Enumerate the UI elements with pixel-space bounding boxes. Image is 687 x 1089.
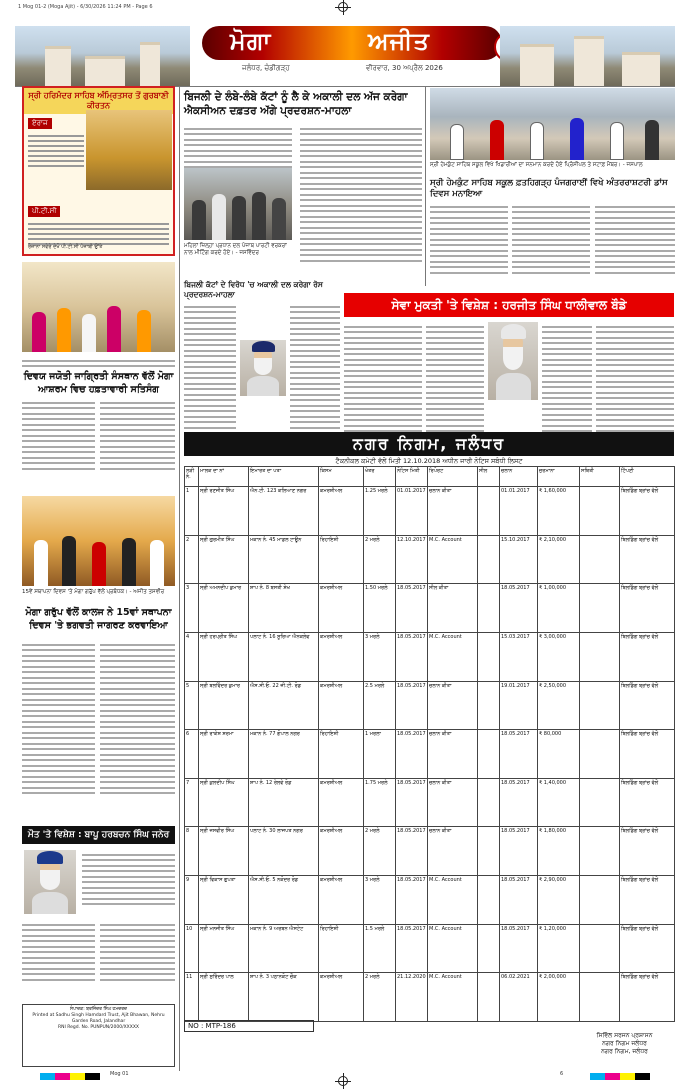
table-cell: ₹ 80,000	[538, 730, 580, 779]
table-cell: 2	[185, 535, 199, 584]
table-cell: ਸ਼ਾਪ ਨੰ. 8 ਬਸਤੀ ਸ਼ੇਖ	[249, 584, 319, 633]
table-cell	[478, 924, 500, 973]
table-cell: ਕਮਰਸ਼ੀਅਲ	[319, 778, 364, 827]
table-cell: M.C. Account	[428, 876, 478, 925]
lead-headline: ਬਿਜਲੀ ਦੇ ਲੰਬੇ-ਲੰਬੇ ਕੱਟਾਂ ਨੂੰ ਲੈ ਕੇ ਅਕਾਲੀ ਦਲ ਅੱਜ ਕਰੇਗਾ ਐਕਸੀਅਨ ਦਫ਼ਤਰ ਅੱਗੇ ਪ੍ਰਦਰਸ਼ਨ-ਮਾਹਲਾ	[184, 91, 408, 117]
table-cell: 18.05.2017	[396, 584, 428, 633]
table-cell: 3 ਮਰਲੇ	[364, 876, 396, 925]
school-story-photo	[430, 88, 675, 160]
footer-right-text: 6	[560, 1071, 564, 1077]
table-cell: 18.05.2017	[396, 827, 428, 876]
table-cell: 11	[185, 973, 199, 1022]
table-cell: ₹ 1,80,000	[538, 827, 580, 876]
table-cell	[580, 827, 620, 876]
table-cell	[478, 584, 500, 633]
masthead-photo-left	[15, 26, 190, 86]
table-cell: ਸ਼ਾਪ ਨੰ. 3 ਪਠਾਨਕੋਟ ਚੌਕ	[249, 973, 319, 1022]
mtp-number: NO : MTP-186	[184, 1020, 314, 1032]
table-cell: ਬਿਲਡਿੰਗ ਬ੍ਰਾਂਚ ਵੱਲੋਂ	[620, 973, 675, 1022]
table-cell: ਬਿਲਡਿੰਗ ਬ੍ਰਾਂਚ ਵੱਲੋਂ	[620, 876, 675, 925]
imprint-editor: ਸੰਪਾਦਕ: ਬਰਜਿੰਦਰ ਸਿੰਘ ਹਮਦਰਦ	[69, 1007, 128, 1012]
akali-text-2	[290, 302, 340, 432]
municipal-table-subtitle: ਟੈਕਨੀਕਲ ਕਮੇਟੀ ਵੱਲੋਂ ਮਿਤੀ 12.10.2018 ਅਧੀਨ ਜਾਰੀ ਨੋਟਿਸ ਸਬੰਧੀ ਲਿਸਟ	[335, 457, 523, 465]
moga-group-text-1	[22, 640, 95, 798]
school-story-text-3	[595, 202, 675, 277]
table-cell: ਪਲਾਟ ਨੰ. 16 ਸੂਰਿਆ ਐਨਕਲੇਵ	[249, 632, 319, 681]
table-cell: ਸ੍ਰੀ ਰਣਜੀਤ ਸਿੰਘ	[199, 487, 249, 536]
retirement-banner: ਸੇਵਾ ਮੁਕਤੀ 'ਤੇ ਵਿਸ਼ੇਸ਼ : ਹਰਜੀਤ ਸਿੰਘ ਧਾਲੀਵਾਲ ਬੌਡੇ	[344, 293, 674, 317]
table-cell: 18.05.2017	[500, 924, 538, 973]
table-cell: ਐਸ.ਸੀ.ਓ. 22 ਜੀ.ਟੀ. ਰੋਡ	[249, 681, 319, 730]
table-cell: ਚਲਾਨ ਕੀਤਾ	[428, 827, 478, 876]
municipal-notice-table	[184, 466, 675, 1022]
table-cell: ਪਲਾਟ ਨੰ. 30 ਲਾਜਪਤ ਨਗਰ	[249, 827, 319, 876]
table-cell	[580, 778, 620, 827]
signatory-line-1: ਸਿਵਿੱਲ ਸਰਜਨ ਪ੍ਰਸ਼ਾਸਨ	[596, 1032, 653, 1039]
table-cell: ਕਮਰਸ਼ੀਅਲ	[319, 632, 364, 681]
table-cell: 18.05.2017	[396, 681, 428, 730]
table-cell: ਕਮਰਸ਼ੀਅਲ	[319, 681, 364, 730]
table-cell: ਸ੍ਰੀ ਸੁਰਿੰਦਰ ਪਾਲ	[199, 973, 249, 1022]
table-header-cell: ਨੋਟਿਸ ਮਿਤੀ	[396, 467, 428, 487]
table-cell	[580, 487, 620, 536]
table-header-cell: ਕਿਸਮ	[319, 467, 364, 487]
table-row	[185, 924, 675, 973]
table-cell: 1.25 ਮਰਲੇ	[364, 487, 396, 536]
table-cell: ਸ੍ਰੀ ਕੁਲਦੀਪ ਸਿੰਘ	[199, 778, 249, 827]
imprint-rni: RNI Regd. No. PUNPUN/2000/XXXXX	[57, 1025, 140, 1030]
table-cell: 18.05.2017	[500, 876, 538, 925]
ad-label-top: ਏਰਾਜ	[28, 118, 52, 129]
masthead	[15, 16, 675, 86]
table-cell	[580, 973, 620, 1022]
table-cell	[478, 487, 500, 536]
table-header-cell: ਖੇਤਰ	[364, 467, 396, 487]
table-cell: 3 ਮਰਲੇ	[364, 632, 396, 681]
satsang-text-2	[100, 398, 175, 473]
lead-photo-caption: ਮਹਿਲਾਂ ਜ਼ਿਲ੍ਹਾ ਪ੍ਰਧਾਨ ਦਲ ਪੰਜਾਬ ਪਾਰਟੀ ਵਰਕਰਾਂ ਨਾਲ ਮੀਟਿੰਗ ਕਰਦੇ ਹੋਏ। - ਜਸਵਿੰਦਰ	[184, 243, 287, 256]
table-cell: M.C. Account	[428, 924, 478, 973]
obituary-text-3	[100, 920, 175, 984]
table-cell: ਐਸ.ਸੀ.ਓ. 5 ਨਕੋਦਰ ਰੋਡ	[249, 876, 319, 925]
obituary-banner: ਮੌਤ 'ਤੇ ਵਿਸ਼ੇਸ਼ : ਬਾਪੂ ਹਰਬਚਨ ਸਿੰਘ ਜਨੇਰ	[22, 826, 175, 844]
table-cell: ਸ੍ਰੀ ਰਾਕੇਸ਼ ਸ਼ਰਮਾ	[199, 730, 249, 779]
table-cell	[580, 632, 620, 681]
akali-portrait	[240, 340, 286, 396]
obituary-portrait	[24, 850, 76, 914]
table-cell: ਬਿਲਡਿੰਗ ਬ੍ਰਾਂਚ ਵੱਲੋਂ	[620, 827, 675, 876]
moga-group-photo	[22, 496, 175, 586]
table-row	[185, 632, 675, 681]
table-cell: ਰਿਹਾਇਸ਼ੀ	[319, 730, 364, 779]
table-cell: 5	[185, 681, 199, 730]
table-cell: ₹ 1,20,000	[538, 924, 580, 973]
table-cell: 3	[185, 584, 199, 633]
table-row	[185, 973, 675, 1022]
masthead-title-ajit: ਅਜੀਤ	[368, 26, 430, 55]
table-cell: 1.50 ਮਰਲੇ	[364, 584, 396, 633]
table-cell: ਮਕਾਨ ਨੰ. 9 ਅਰਬਨ ਐਸਟੇਟ	[249, 924, 319, 973]
table-row	[185, 584, 675, 633]
table-cell: 4	[185, 632, 199, 681]
table-cell: 06.02.2021	[500, 973, 538, 1022]
masthead-photo-right	[500, 26, 675, 86]
table-cell: 15.03.2017	[500, 632, 538, 681]
table-cell	[478, 681, 500, 730]
table-cell: 1.75 ਮਰਲੇ	[364, 778, 396, 827]
signatory-line-3: ਨਗਰ ਨਿਗਮ, ਜਲੰਧਰ	[601, 1048, 648, 1055]
table-cell: ਬਿਲਡਿੰਗ ਬ੍ਰਾਂਚ ਵੱਲੋਂ	[620, 535, 675, 584]
table-cell: 18.05.2017	[500, 730, 538, 779]
table-cell: ਸ੍ਰੀ ਅਮਨਦੀਪ ਕੁਮਾਰ	[199, 584, 249, 633]
table-cell	[580, 730, 620, 779]
table-cell: ਚਲਾਨ ਕੀਤਾ	[428, 730, 478, 779]
table-cell: 6	[185, 730, 199, 779]
signatory-block	[572, 1032, 677, 1056]
masthead-subtitle: ਜਲੰਧਰ, ਚੰਡੀਗੜ੍ਹ	[242, 64, 290, 72]
table-cell: ਬਿਲਡਿੰਗ ਬ੍ਰਾਂਚ ਵੱਲੋਂ	[620, 487, 675, 536]
table-cell	[580, 535, 620, 584]
table-row	[185, 535, 675, 584]
table-header-cell: ਸਥਿਤੀ	[580, 467, 620, 487]
golden-temple-photo	[86, 110, 172, 190]
akali-text-1	[184, 302, 236, 432]
retirement-text-3	[542, 322, 592, 441]
table-cell: ₹ 2,50,000	[538, 681, 580, 730]
table-cell: 2 ਮਰਲੇ	[364, 535, 396, 584]
table-cell: 18.05.2017	[396, 632, 428, 681]
table-cell: ਬਿਲਡਿੰਗ ਬ੍ਰਾਂਚ ਵੱਲੋਂ	[620, 730, 675, 779]
table-row	[185, 487, 675, 536]
table-cell: 12.10.2017	[396, 535, 428, 584]
table-header-cell: ਸੀਲ	[478, 467, 500, 487]
moga-group-caption: 15ਵੇਂ ਸਥਾਪਨਾ ਦਿਵਸ 'ਤੇ ਮੋਗਾ ਗਰੁੱਪ ਵੱਲੋਂ ਪ੍ਰਬੰਧਕ। - ਅਜੀਤ ਤਸਵੀਰ	[22, 589, 165, 595]
table-cell: ਚਲਾਨ ਕੀਤਾ	[428, 681, 478, 730]
table-cell	[478, 778, 500, 827]
table-cell: ਸ੍ਰੀ ਵਿਕਾਸ ਗੁਪਤਾ	[199, 876, 249, 925]
table-cell: 01.01.2017	[500, 487, 538, 536]
table-cell: 9	[185, 876, 199, 925]
satsang-photo	[22, 262, 175, 352]
table-cell: ਮਕਾਨ ਨੰ. 77 ਗੋਪਾਲ ਨਗਰ	[249, 730, 319, 779]
table-cell: ਸ੍ਰੀ ਗੁਰਮੀਤ ਸਿੰਘ	[199, 535, 249, 584]
table-cell: 2 ਮਰਲੇ	[364, 973, 396, 1022]
table-header-row	[185, 467, 675, 487]
table-cell	[478, 730, 500, 779]
satsang-headline: ਦਿਵਯ ਜਯੋਤੀ ਜਾਗ੍ਰਿਤੀ ਸੰਸਥਾਨ ਵੱਲੋਂ ਮੋਗਾ ਆਸ਼ਰਮ ਵਿਚ ਹਫ਼ਤਾਵਾਰੀ ਸਤਿਸੰਗ	[23, 371, 174, 395]
table-cell: ਬਿਲਡਿੰਗ ਬ੍ਰਾਂਚ ਵੱਲੋਂ	[620, 924, 675, 973]
school-story-text-2	[512, 202, 590, 277]
masthead-date: ਵੀਰਵਾਰ, 30 ਅਪ੍ਰੈਲ 2026	[366, 64, 443, 72]
table-cell	[580, 876, 620, 925]
table-cell: ₹ 2,10,000	[538, 535, 580, 584]
table-cell: 19.01.2017	[500, 681, 538, 730]
table-cell: ₹ 3,00,000	[538, 632, 580, 681]
satsang-caption-lines	[22, 356, 175, 371]
masthead-title-moga: ਮੋਗਾ	[230, 26, 272, 55]
table-cell: ਕਮਰਸ਼ੀਅਲ	[319, 973, 364, 1022]
table-cell: ਸ਼ਾਪ ਨੰ. 12 ਰੇਲਵੇ ਰੋਡ	[249, 778, 319, 827]
table-cell: 1.5 ਮਰਲੇ	[364, 924, 396, 973]
retirement-text-1	[344, 322, 422, 441]
table-row	[185, 876, 675, 925]
table-cell: 18.05.2017	[500, 584, 538, 633]
table-cell: 15.10.2017	[500, 535, 538, 584]
school-story-text-1	[430, 202, 508, 277]
table-cell: ₹ 1,60,000	[538, 487, 580, 536]
table-cell: ਐਨ.ਟੀ. 123 ਕਲਿਆਣ ਨਗਰ	[249, 487, 319, 536]
table-row	[185, 681, 675, 730]
ad-heading: ਸ੍ਰੀ ਹਰਿਮੰਦਰ ਸਾਹਿਬ ਅੰਮ੍ਰਿਤਸਰ ਤੋਂ ਗੁਰਬਾਣੀ ਕੀਰਤਨ	[24, 88, 173, 114]
signatory-line-2: ਨਗਰ ਨਿਗਮ ਜਲੰਧਰ	[602, 1040, 647, 1047]
table-cell: 21.12.2020	[396, 973, 428, 1022]
table-header-cell: ਚਲਾਨ	[500, 467, 538, 487]
table-cell: ਸੀਲ ਕੀਤਾ	[428, 584, 478, 633]
municipal-corporation-banner: ਨਗਰ ਨਿਗਮ, ਜਲੰਧਰ	[184, 432, 674, 456]
table-cell: 1	[185, 487, 199, 536]
table-cell: ₹ 2,90,000	[538, 876, 580, 925]
table-cell	[478, 535, 500, 584]
table-header-cell: ਲੜੀ ਨੰ.	[185, 467, 199, 487]
retirement-text-2	[426, 322, 484, 441]
crop-info-strip: 1 Mog 01-2 (Moga Ajit) - 6/30/2026 11:24 PM - Page 6	[18, 4, 153, 10]
advertisement-ptc	[22, 86, 175, 256]
lead-story-photo	[184, 168, 292, 240]
ad-label-bottom: ਪੀ.ਟੀ.ਸੀ	[28, 206, 60, 217]
table-cell: M.C. Account	[428, 632, 478, 681]
masthead-title	[202, 16, 502, 90]
registration-mark-top	[338, 2, 348, 12]
table-cell: ₹ 1,40,000	[538, 778, 580, 827]
registration-mark-bottom	[338, 1076, 348, 1086]
footer-left-text: Mog 01	[110, 1071, 129, 1077]
table-header-cell: ਮਾਲਕ ਦਾ ਨਾਂ	[199, 467, 249, 487]
table-cell: 2 ਮਰਲੇ	[364, 827, 396, 876]
table-cell	[478, 876, 500, 925]
table-cell: ਰਿਹਾਇਸ਼ੀ	[319, 535, 364, 584]
table-cell: ਬਿਲਡਿੰਗ ਬ੍ਰਾਂਚ ਵੱਲੋਂ	[620, 778, 675, 827]
table-cell: ਰਿਹਾਇਸ਼ੀ	[319, 924, 364, 973]
table-cell	[478, 632, 500, 681]
table-cell: 2.5 ਮਰਲੇ	[364, 681, 396, 730]
table-cell: M.C. Account	[428, 535, 478, 584]
table-cell: ਬਿਲਡਿੰਗ ਬ੍ਰਾਂਚ ਵੱਲੋਂ	[620, 584, 675, 633]
moga-group-text-2	[100, 640, 175, 798]
table-row	[185, 827, 675, 876]
table-header-cell: ਜੁਰਮਾਨਾ	[538, 467, 580, 487]
table-cell: 7	[185, 778, 199, 827]
table-row	[185, 730, 675, 779]
table-cell: ਕਮਰਸ਼ੀਅਲ	[319, 584, 364, 633]
table-cell: 10	[185, 924, 199, 973]
obituary-text-1	[82, 850, 175, 909]
table-cell	[580, 681, 620, 730]
table-cell: 18.05.2017	[396, 778, 428, 827]
table-cell	[478, 827, 500, 876]
table-header-cell: ਇਮਾਰਤ ਦਾ ਪਤਾ	[249, 467, 319, 487]
table-header-cell: ਰਿਪੋਰਟ	[428, 467, 478, 487]
retirement-portrait	[488, 322, 538, 400]
table-cell: ਸ੍ਰੀ ਜਸਵੀਰ ਸਿੰਘ	[199, 827, 249, 876]
color-calibration-bar-left	[40, 1073, 100, 1080]
lead-story-text-2	[300, 124, 422, 265]
table-cell: ਬਿਲਡਿੰਗ ਬ੍ਰਾਂਚ ਵੱਲੋਂ	[620, 681, 675, 730]
school-headline: ਸ੍ਰੀ ਹੇਮਕੁੰਟ ਸਾਹਿਬ ਸਕੂਲ ਫ਼ਤਹਿਗੜ੍ਹ ਪੰਜਗਰਾਈਂ ਵਿਖੇ ਅੰਤਰਰਾਸ਼ਟਰੀ ਡਾਂਸ ਦਿਵਸ ਮਨਾਇਆ	[430, 178, 668, 199]
table-cell: 18.05.2017	[396, 876, 428, 925]
table-cell: ਚਲਾਨ ਕੀਤਾ	[428, 778, 478, 827]
table-cell: ਸ੍ਰੀ ਮਨਜੀਤ ਸਿੰਘ	[199, 924, 249, 973]
akali-headline: ਬਿਜਲੀ ਕੱਟਾਂ ਦੇ ਵਿਰੋਧ 'ਚ ਅਕਾਲੀ ਦਲ ਕਰੇਗਾ ਰੋਸ ਪ੍ਰਦਰਸ਼ਨ-ਮਾਹਲਾ	[184, 280, 323, 299]
table-cell	[580, 584, 620, 633]
table-header-cell: ਟਿੱਪਣੀ	[620, 467, 675, 487]
table-cell: 18.05.2017	[396, 924, 428, 973]
satsang-text-1	[22, 398, 95, 473]
school-photo-caption: ਸ੍ਰੀ ਹੇਮਕੁੰਟ ਸਾਹਿਬ ਸਕੂਲ ਵਿਖੇ ਖਿਡਾਰੀਆਂ ਦਾ ਸਨਮਾਨ ਕਰਦੇ ਹੋਏ ਪ੍ਰਿੰਸੀਪਲ ਤੇ ਸਟਾਫ਼ ਮੈਂਬਰ। - ਜਸਪਾਲ	[430, 162, 643, 168]
table-cell: ਮਕਾਨ ਨੰ. 45 ਮਾਡਲ ਟਾਊਨ	[249, 535, 319, 584]
table-cell: ₹ 2,00,000	[538, 973, 580, 1022]
table-cell	[580, 924, 620, 973]
retirement-text-4	[596, 322, 674, 441]
table-cell: ਕਮਰਸ਼ੀਅਲ	[319, 487, 364, 536]
table-cell	[478, 973, 500, 1022]
table-cell: 18.05.2017	[500, 778, 538, 827]
table-cell: ₹ 1,00,000	[538, 584, 580, 633]
table-cell: 18.05.2017	[500, 827, 538, 876]
table-cell: ਬਿਲਡਿੰਗ ਬ੍ਰਾਂਚ ਵੱਲੋਂ	[620, 632, 675, 681]
obituary-text-2	[22, 920, 95, 984]
table-cell: ਚਲਾਨ ਕੀਤਾ	[428, 487, 478, 536]
table-cell: ਕਮਰਸ਼ੀਅਲ	[319, 876, 364, 925]
newspaper-imprint	[22, 1004, 175, 1067]
table-cell: ਸ੍ਰੀ ਹਰਪ੍ਰੀਤ ਸਿੰਘ	[199, 632, 249, 681]
table-cell: 01.01.2017	[396, 487, 428, 536]
table-cell: 1 ਮਰਲਾ	[364, 730, 396, 779]
ad-footer: ਰੋਜ਼ਾਨਾ ਸਵੇਰੇ ਦੇਖੋ ਪੀ.ਟੀ.ਸੀ ਪੰਜਾਬੀ ਉੱਤੇ	[28, 244, 103, 250]
moga-group-headline: ਮੋਗਾ ਗਰੁੱਪ ਵੱਲੋਂ ਕਾਲਜ ਨੇ 15ਵਾਂ ਸਥਾਪਨਾ ਦਿਵਸ 'ਤੇ ਭਗਵਤੀ ਜਾਗਰਣ ਕਰਵਾਇਆ	[25, 607, 172, 631]
imprint-printer: Printed at Sadhu Singh Hamdard Trust, Ajit Bhawan, Nehru Garden Road, Jalandhar	[32, 1013, 165, 1024]
table-row	[185, 778, 675, 827]
table-cell: M.C. Account	[428, 973, 478, 1022]
table-cell: ਕਮਰਸ਼ੀਅਲ	[319, 827, 364, 876]
table-cell: 18.05.2017	[396, 730, 428, 779]
table-cell: 8	[185, 827, 199, 876]
color-calibration-bar-right	[590, 1073, 650, 1080]
table-cell: ਸ੍ਰੀ ਬਲਵਿੰਦਰ ਕੁਮਾਰ	[199, 681, 249, 730]
